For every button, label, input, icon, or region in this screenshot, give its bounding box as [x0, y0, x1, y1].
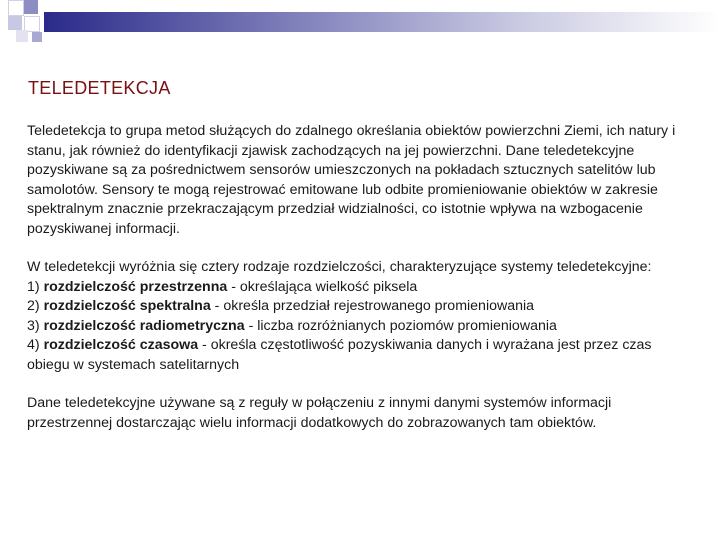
list-item — [27, 336, 697, 375]
header-decoration — [0, 0, 720, 50]
deco-square — [24, 0, 38, 14]
header-gradient-bar — [44, 12, 720, 32]
list-number: 1) — [27, 278, 44, 295]
list-number: 3) — [27, 317, 44, 334]
list-item — [27, 317, 697, 337]
deco-square — [32, 32, 42, 42]
paragraph-usage: Dane teledetekcyjne używane są z reguły w połączeniu z innymi danymi systemów informacji przestrzennej dostarczając wielu informacji dodatkowych do zobrazowanych tam obiektów. — [27, 395, 612, 431]
resolutions-intro: W teledetekcji wyróżnia się cztery rodzaje rozdzielczości, charakteryzujące systemy teledetekcyjne: — [27, 259, 652, 275]
list-term: rozdzielczość przestrzenna — [43, 278, 228, 295]
deco-square — [8, 16, 22, 30]
list-description: - określająca wielkość piksela — [227, 278, 418, 295]
list-term: rozdzielczość czasowa — [43, 337, 199, 353]
list-description: - liczba rozróżnianych poziomów promieniowania — [244, 317, 557, 334]
list-item — [27, 297, 697, 317]
list-term: rozdzielczość radiometryczna — [43, 317, 245, 334]
deco-square — [16, 30, 28, 42]
slide-title: TELEDETEKCJA — [28, 78, 171, 98]
slide-body — [27, 122, 697, 452]
deco-square — [8, 0, 24, 16]
list-number: 2) — [27, 298, 44, 314]
list-item — [27, 278, 697, 298]
list-description: - określa częstotliwość pozyskiwania danych i wyrażana jest przez czas obiegu w systemach satelitarnych — [27, 337, 652, 373]
paragraph-resolutions — [27, 258, 697, 375]
list-term: rozdzielczość spektralna — [43, 298, 211, 314]
paragraph-definition: Teledetekcja to grupa metod służących do zdalnego określania obiektów powierzchni Ziemi, ich natury i stanu, jak również do identyfikacji zjawisk zachodzących na jej powierzchni. Dane teledetekcyjne pozyskiwane są za pośrednictwem sensorów umieszczonych na pokładach sztucznych satelitów lub samolotów. Sensory te mogą rejestrować emitowane lub odbite promieniowanie obiektów w zakresie spektralnym znacznie przekraczającym przedział widzialności, co istotnie wpływa na wzbogacenie pozyskiwanej informacji. — [27, 123, 676, 237]
list-description: - określa przedział rejestrowanego promieniowania — [210, 298, 535, 314]
list-number: 4) — [27, 337, 44, 353]
